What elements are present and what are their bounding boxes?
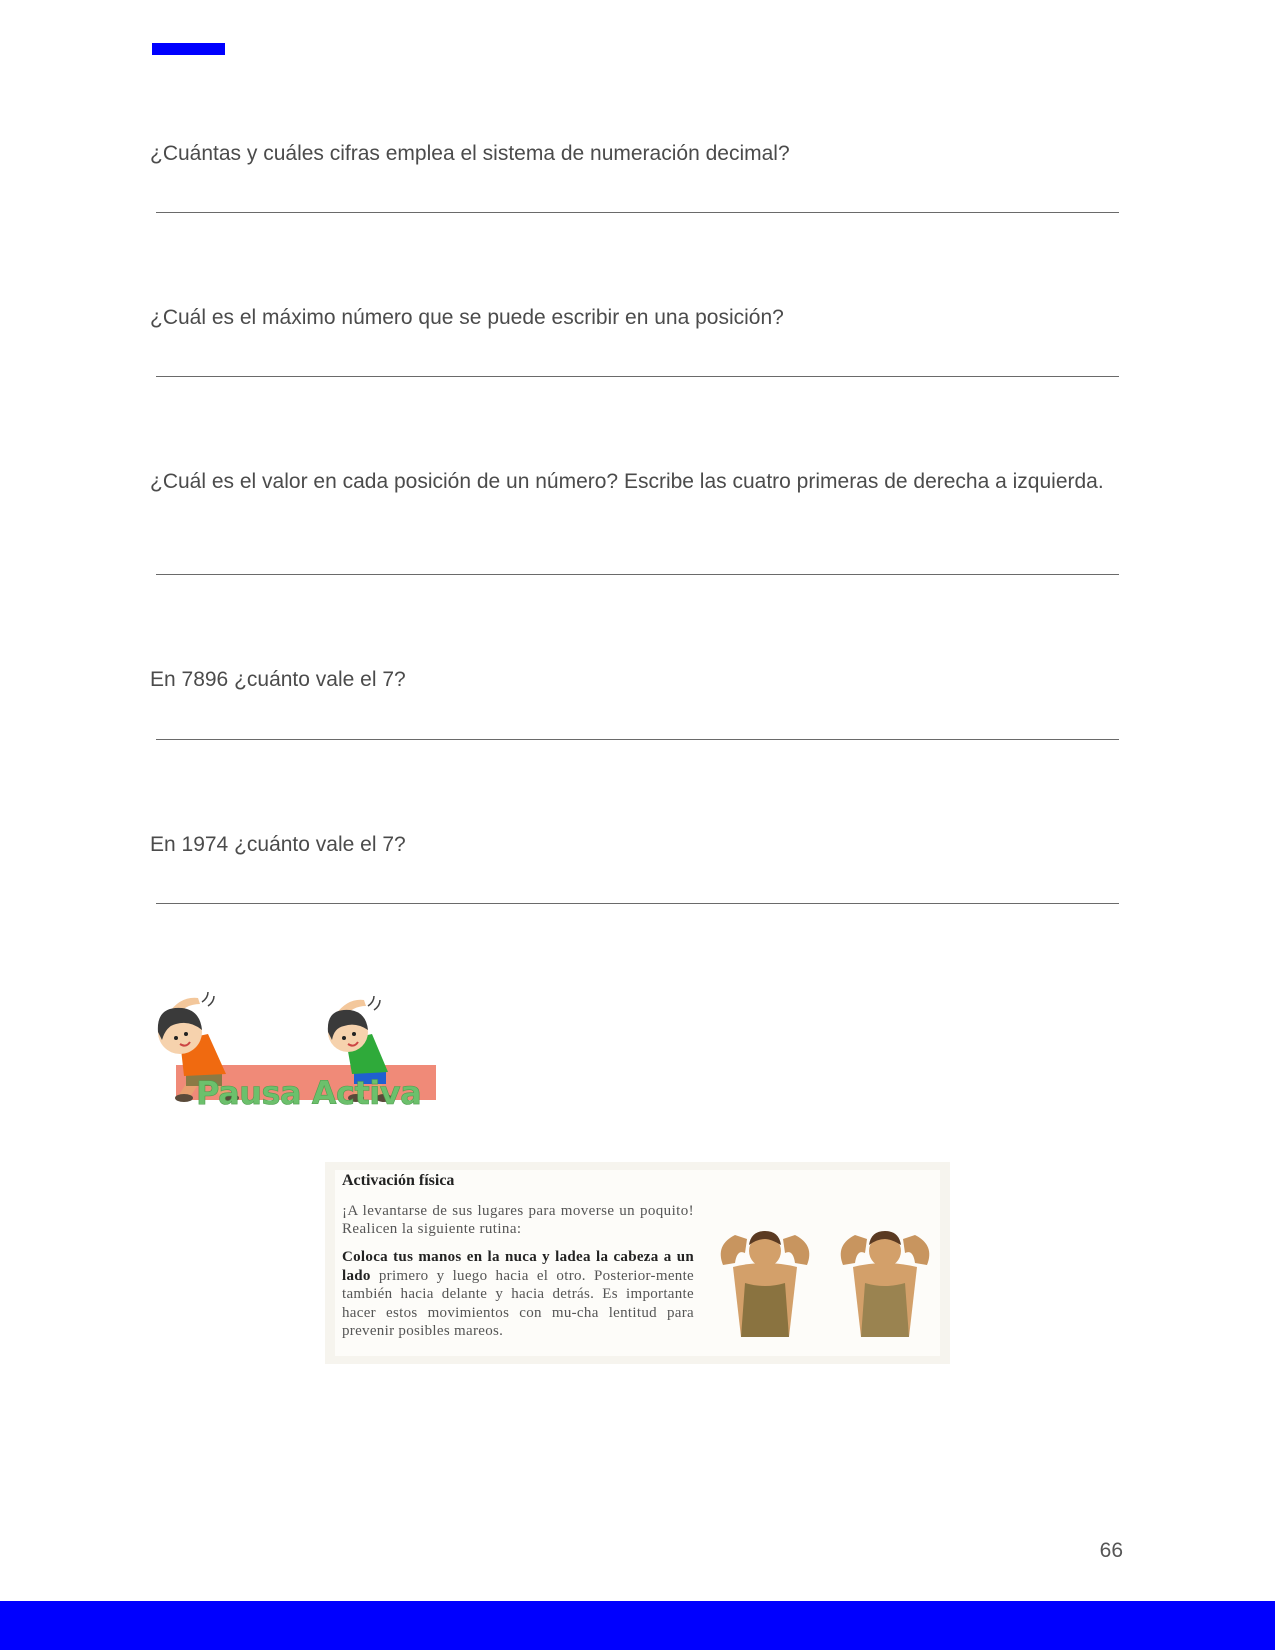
activacion-instruction-bold: Coloca tus manos en la nuca y ladea la cabeza a un lado <box>342 1249 694 1284</box>
top-accent-bar <box>152 43 225 55</box>
page-number: 66 <box>1099 1539 1123 1562</box>
question-5: En 1974 ¿cuánto vale el 7? <box>150 833 406 856</box>
question-2: ¿Cuál es el máximo número que se puede escribir en una posición? <box>150 306 784 329</box>
activacion-fisica-box <box>325 1162 950 1364</box>
question-4: En 7896 ¿cuánto vale el 7? <box>150 668 406 691</box>
activacion-instructions <box>342 1248 694 1341</box>
bottom-accent-bar <box>0 1601 1275 1650</box>
answer-line-4[interactable] <box>156 739 1119 740</box>
answer-line-3[interactable] <box>156 574 1119 575</box>
question-1: ¿Cuántas y cuáles cifras emplea el sistema de numeración decimal? <box>150 142 790 165</box>
answer-line-1[interactable] <box>156 212 1119 213</box>
activacion-instruction-rest: primero y luego hacia el otro. Posterior-mente también hacia delante y hacia detrás. Es importante hacer estos movimientos con mu-cha lentitud para prevenir posibles mareos. <box>342 1267 694 1339</box>
exercise-figures-illustration <box>705 1225 935 1340</box>
answer-line-5[interactable] <box>156 903 1119 904</box>
pausa-activa-banner <box>150 990 450 1120</box>
activacion-title: Activación física <box>342 1172 455 1189</box>
activacion-intro: ¡A levantarse de sus lugares para moverse un poquito! Realicen la siguiente rutina: <box>342 1203 694 1237</box>
pausa-activa-label: Pausa Activa <box>196 1074 422 1112</box>
question-3: ¿Cuál es el valor en cada posición de un número? Escribe las cuatro primeras de derecha a izquierda. <box>150 470 1104 493</box>
answer-line-2[interactable] <box>156 376 1119 377</box>
